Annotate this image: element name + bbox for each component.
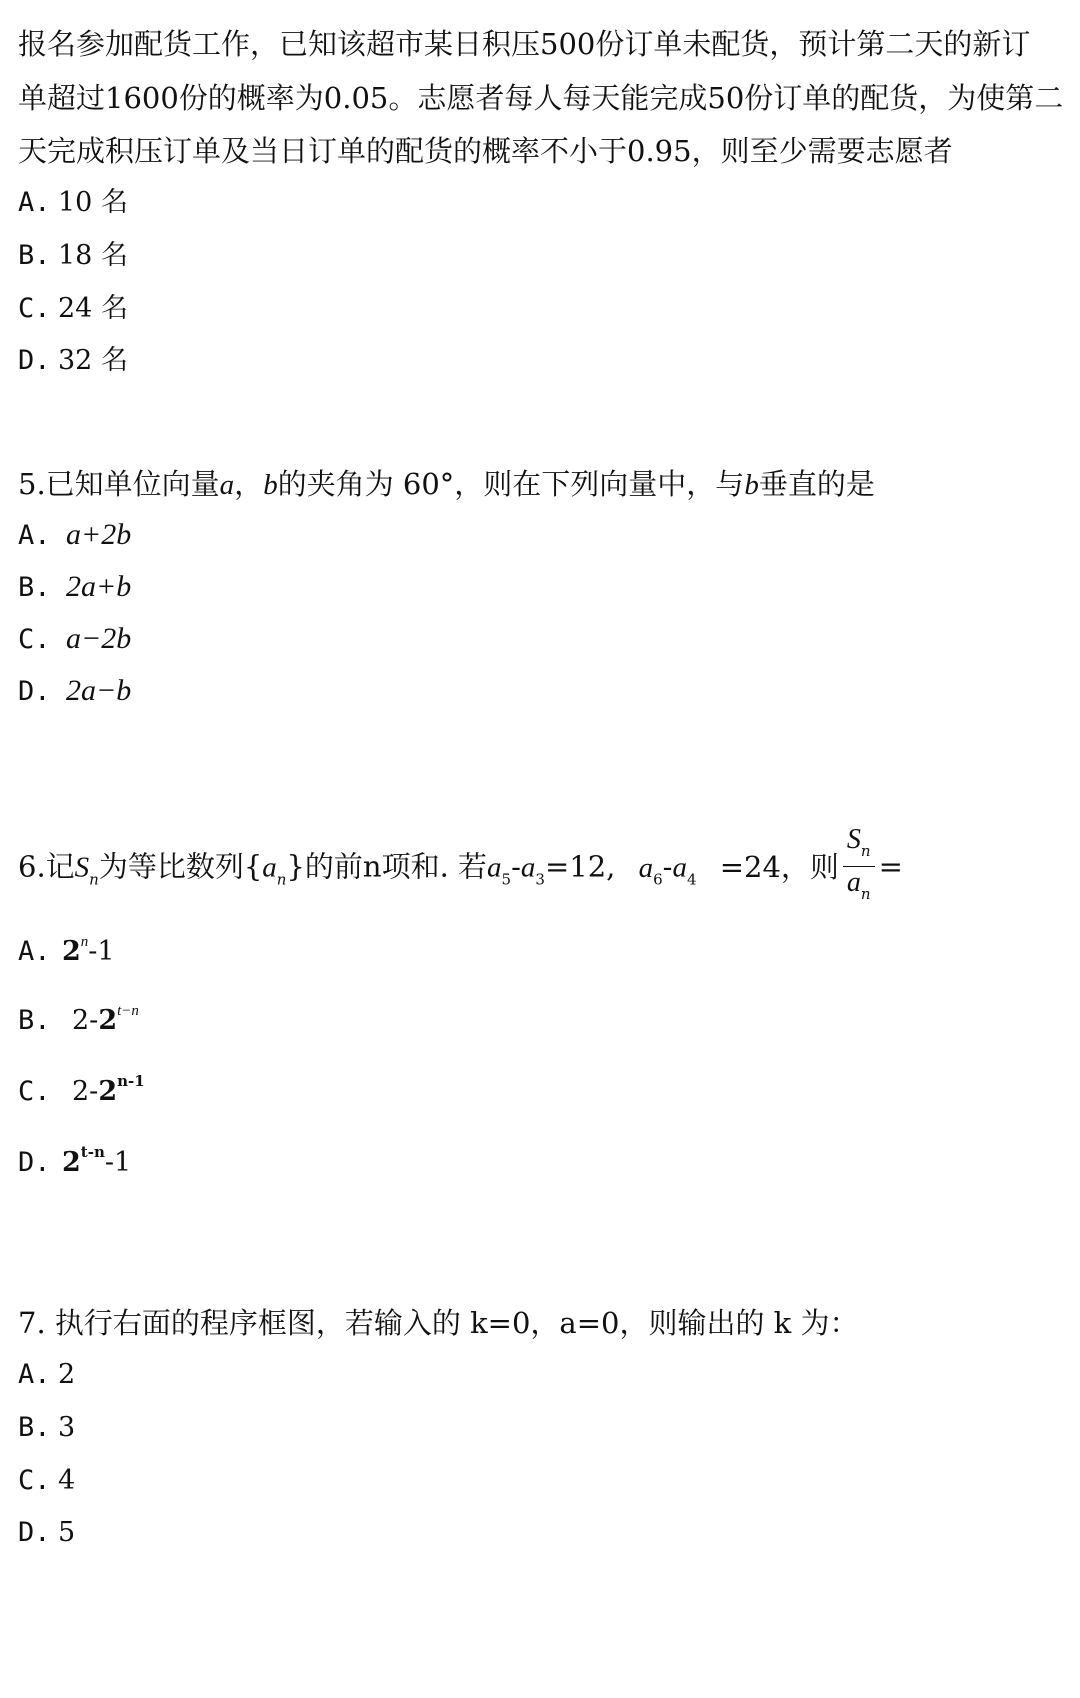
symbol-a: a xyxy=(262,851,277,884)
q7-option-d xyxy=(18,1516,75,1550)
option-text: 2a−b xyxy=(66,674,132,707)
option-text: 2 xyxy=(58,1359,76,1390)
option-text: 32 名 xyxy=(58,345,128,376)
exponent: n-1 xyxy=(117,1072,145,1090)
q6-option-c xyxy=(18,1064,145,1109)
q7-option-c xyxy=(18,1464,75,1498)
option-text: a−2b xyxy=(66,622,132,655)
q5-stem-part-4: 垂直的是 xyxy=(758,467,875,501)
q6-stem-part-2: 为等比数列{ xyxy=(98,849,263,884)
q7-option-a xyxy=(18,1358,75,1392)
option-label: D. xyxy=(18,1147,51,1178)
q5-stem-part-2: ， xyxy=(234,467,264,501)
q4-option-a xyxy=(18,186,128,220)
q6-stem xyxy=(18,826,903,911)
option-text: 10 名 xyxy=(58,187,128,218)
option-label: C. xyxy=(18,1465,51,1496)
prefix: 2- xyxy=(72,1076,99,1107)
q4-line-1: 报名参加配货工作，已知该超市某日积压500份订单未配货，预计第二天的新订 xyxy=(18,27,1031,61)
q7-option-b xyxy=(18,1411,75,1445)
subscript-n: n xyxy=(860,842,871,860)
fraction-sn-over-an xyxy=(843,824,875,909)
tail: -1 xyxy=(104,1147,132,1178)
symbol-a: a xyxy=(520,851,536,884)
symbol-a: a xyxy=(638,851,654,884)
option-label: C. xyxy=(18,293,51,324)
q6-stem-part-3: }的前 xyxy=(286,849,363,884)
vector-a: a xyxy=(219,469,235,501)
option-label: A. xyxy=(18,187,51,218)
vector-b: b xyxy=(263,469,278,501)
symbol-n: n xyxy=(362,849,382,884)
q5-stem-part-1: 5.已知单位向量 xyxy=(18,467,220,501)
option-label: B. xyxy=(18,240,51,271)
symbol-s: S xyxy=(846,824,861,855)
option-label: A. xyxy=(18,520,51,551)
q5-option-a xyxy=(18,518,131,553)
equals-sign: = xyxy=(878,849,903,884)
option-text: 18 名 xyxy=(58,240,128,271)
option-label: D. xyxy=(18,1517,51,1548)
q4-option-d xyxy=(18,344,128,378)
q4-line-3: 天完成积压订单及当日订单的配货的概率不小于0.95，则至少需要志愿者 xyxy=(18,134,953,168)
exponent: n xyxy=(80,934,89,950)
q6-option-a xyxy=(18,925,115,969)
q4-line-2: 单超过1600份的概率为0.05。志愿者每人每天能完成50份订单的配货，为使第二 xyxy=(18,81,1064,115)
q7-stem: 7. 执行右面的程序框图，若输入的 k=0，a=0，则输出的 k 为： xyxy=(18,1306,859,1340)
symbol-a: a xyxy=(487,851,502,884)
option-label: D. xyxy=(18,676,51,707)
subscript-6: 6 xyxy=(653,870,663,889)
option-text: 24 名 xyxy=(58,293,128,324)
option-label: B. xyxy=(18,1005,51,1036)
symbol-a: a xyxy=(846,867,861,898)
option-label: A. xyxy=(18,1359,51,1390)
vector-b: b xyxy=(744,469,759,501)
option-text: a+2b xyxy=(66,518,132,551)
q6-option-d xyxy=(18,1135,131,1180)
symbol-a: a xyxy=(672,851,687,884)
minus-sign: - xyxy=(511,849,521,884)
base: 2 xyxy=(62,936,81,967)
q5-option-b xyxy=(18,570,131,605)
q6-stem-part-5: =12, xyxy=(544,849,616,884)
q6-stem-part-6: =24，则 xyxy=(719,849,839,884)
option-label: B. xyxy=(18,572,51,603)
subscript-n: n xyxy=(276,870,287,889)
q5-option-c xyxy=(18,622,131,657)
q6-stem-part-4: 项和. 若 xyxy=(381,849,488,884)
prefix: 2- xyxy=(72,1005,99,1036)
option-text: 5 xyxy=(58,1517,76,1548)
subscript-n: n xyxy=(860,885,871,903)
tail: -1 xyxy=(88,936,115,967)
q6-stem-part-1: 6.记 xyxy=(18,849,75,884)
option-text: 2a+b xyxy=(66,570,132,603)
base: 2 xyxy=(98,1076,118,1107)
subscript-5: 5 xyxy=(501,870,512,889)
option-label: A. xyxy=(18,936,51,967)
subscript-n: n xyxy=(89,870,99,889)
subscript-4: 4 xyxy=(686,870,697,889)
q6-option-b xyxy=(18,994,139,1038)
option-text: 4 xyxy=(58,1465,76,1496)
q4-option-b xyxy=(18,239,128,273)
exponent: t−n xyxy=(117,1003,139,1019)
option-label: C. xyxy=(18,624,51,655)
q5-stem-part-3: 的夹角为 60°，则在下列向量中，与 xyxy=(277,467,745,501)
q4-option-c xyxy=(18,292,128,326)
option-text: 3 xyxy=(58,1412,76,1443)
option-label: B. xyxy=(18,1412,51,1443)
base: 2 xyxy=(62,1147,81,1178)
symbol-s: S xyxy=(74,851,90,884)
subscript-3: 3 xyxy=(535,870,545,889)
q5-option-d xyxy=(18,674,131,709)
option-label: C. xyxy=(18,1076,51,1107)
exponent: t-n xyxy=(80,1143,105,1161)
q5-stem xyxy=(18,466,875,503)
base: 2 xyxy=(98,1005,118,1036)
option-label: D. xyxy=(18,345,51,376)
minus-sign: - xyxy=(662,849,673,884)
